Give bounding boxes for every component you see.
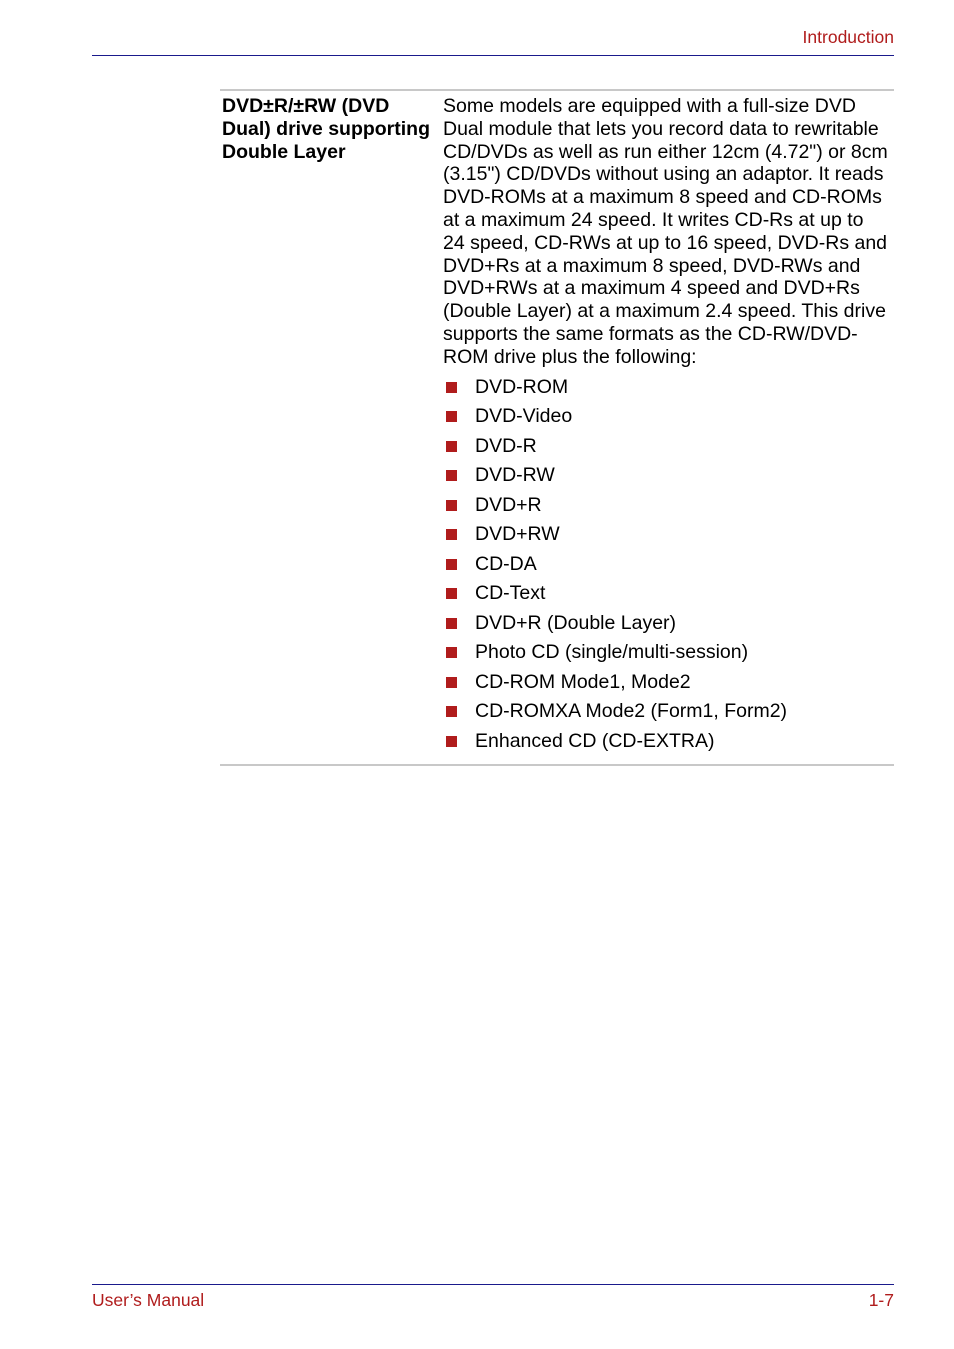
page-number: 1-7 [868,1290,894,1310]
spec-body [443,95,894,756]
format-label: DVD-RW [475,464,555,487]
format-label: DVD-ROM [475,375,569,398]
format-label: DVD+R [475,493,542,516]
format-label: CD-DA [475,552,537,575]
spec-table [220,89,894,766]
list-item [443,402,888,432]
format-label: DVD-R [475,434,537,457]
list-item [443,609,888,639]
spec-row [220,91,894,764]
square-bullet-icon [446,411,457,422]
section-title: Introduction [802,27,894,47]
list-item [443,520,888,550]
header-divider [92,55,894,56]
footer-divider [92,1284,894,1285]
list-item [443,697,888,727]
format-label: Enhanced CD (CD-EXTRA) [475,729,715,752]
list-item [443,461,888,491]
manual-title: User’s Manual [92,1290,205,1310]
list-item [443,579,888,609]
square-bullet-icon [446,677,457,688]
square-bullet-icon [446,647,457,658]
list-item [443,727,888,757]
format-label: Photo CD (single/multi-session) [475,641,749,664]
format-label: CD-ROM Mode1, Mode2 [475,670,691,693]
square-bullet-icon [446,382,457,393]
list-item [443,432,888,462]
square-bullet-icon [446,736,457,747]
spec-label: DVD±R/±RW (DVD Dual) drive supporting Double Layer [222,95,431,163]
list-item [443,638,888,668]
square-bullet-icon [446,588,457,599]
list-item [443,491,888,521]
format-label: CD-Text [475,582,546,605]
format-list [443,373,888,757]
format-label: DVD-Video [475,405,573,428]
format-label: CD-ROMXA Mode2 (Form1, Form2) [475,700,788,723]
square-bullet-icon [446,441,457,452]
spec-description: Some models are equipped with a full-size DVD Dual module that lets you record data to rewritable CD/DVDs as well as run either 12cm (4.72") or 8cm (3.15") CD/DVDs without using an adaptor. It reads DVD-ROMs at a maximum 8 speed and CD-ROMs at a maximum 24 speed. It writes CD-Rs at up to 24 speed, CD-RWs at up to 16 speed, DVD-Rs and DVD+Rs at a maximum 8 speed, DVD-RWs and DVD+RWs at a maximum 4 speed and DVD+Rs (Double Layer) at a maximum 2.4 speed. This drive supports the same formats as the CD-RW/DVD-ROM drive plus the following: [443,95,888,368]
square-bullet-icon [446,500,457,511]
list-item [443,550,888,580]
format-label: DVD+RW [475,523,560,546]
square-bullet-icon [446,559,457,570]
list-item [443,373,888,403]
square-bullet-icon [446,470,457,481]
square-bullet-icon [446,618,457,629]
format-label: DVD+R (Double Layer) [475,611,677,634]
square-bullet-icon [446,706,457,717]
square-bullet-icon [446,529,457,540]
list-item [443,668,888,698]
